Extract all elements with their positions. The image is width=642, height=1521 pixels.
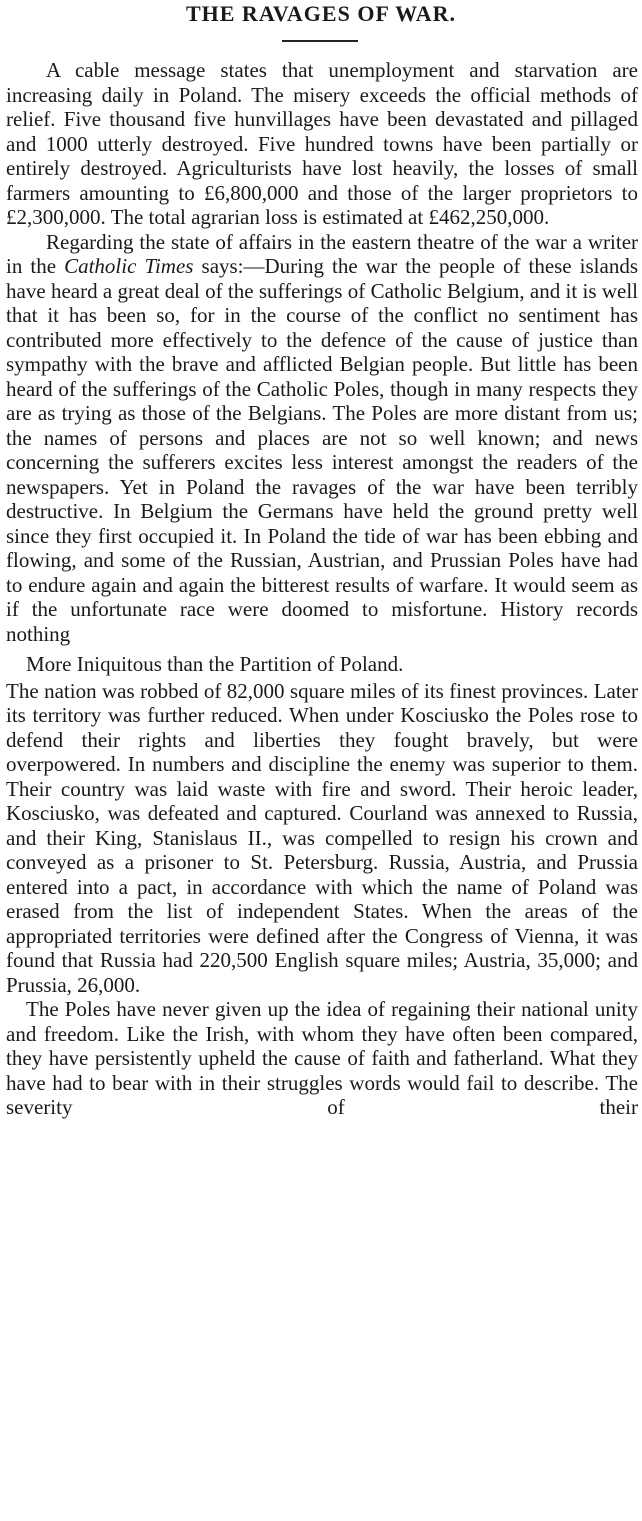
paragraph-1: A cable message states that unemployment and starvation are increasing daily in Poland. The misery exceeds the official methods of relief. Five thousand five hunvillages have been devastated and pillaged and 1000 utterly destroyed. Five hundred towns have been partially or entirely destroyed. Agriculturists have lost heavily, the losses of small farmers amounting to £6,800,000 and those of the larger proprietors to £2,300,000. The total agrarian loss is estimated at £462,250,000. bbox=[6, 58, 638, 229]
paragraph-2-body: says:—During the war the people of these islands have heard a great deal of the sufferings of Catholic Belgium, and it is well that it has been so, for in the course of the conflict no sentiment has contributed more effectively to the defence of the cause of justice than sympathy with the brave and afflicted Belgian people. But little has been heard of the sufferings of the Catholic Poles, though in many respects they are as trying as those of the Belgians. The Poles are more distant from us; the names of persons and places are not so well known; and news concerning the sufferers excites less interest amongst the readers of the newspapers. Yet in Poland the ravages of the war have been terribly destructive. In Belgium the Germans have held the ground pretty well since they first occupied it. In Poland the tide of war has been ebbing and flowing, and some of the Russian, Austrian, and Prussian Poles have had to endure again and again the bitterest results of warfare. It would seem as if the unfortunate race were doomed to misfortune. History records nothing bbox=[6, 254, 638, 646]
title-rule bbox=[282, 40, 358, 42]
paragraph-2-lead-cont: of the war a writer in the bbox=[6, 229, 639, 278]
subheading: More Iniquitous than the Partition of Poland. bbox=[26, 652, 404, 676]
article-title: THE RAVAGES OF WAR. bbox=[185, 1, 457, 26]
paragraph-2-lead: Regarding the state of affairs in the eastern theatre bbox=[46, 229, 475, 254]
paragraph-2 bbox=[6, 230, 638, 647]
paragraph-4: The Poles have never given up the idea of regaining their national unity and freedom. Like the Irish, with whom they have often been compared, they have persistently upheld the cause of faith and fatherland. What they have had to bear with in their struggles words would fail to describe. The severity of their bbox=[6, 997, 638, 1119]
paragraph-3: The nation was robbed of 82,000 square miles of its finest provinces. Later its territory was further reduced. When under Kosciusko the Poles rose to defend their rights and liberties they fought bravely, but were overpowered. In numbers and discipline the enemy was superior to them. Their country was laid waste with fire and sword. Their heroic leader, Kosciusko, was defeated and captured. Courland was annexed to Russia, and their King, Stanislaus II., was compelled to resign his crown and conveyed as a prisoner to St. Petersburg. Russia, Austria, and Prussia entered into a pact, in accordance with which the name of Poland was erased from the list of independent States. When the areas of the appropriated territories were defined after the Congress of Vienna, it was found that Russia had 220,500 English square miles; Austria, 35,000; and Prussia, 26,000. bbox=[6, 678, 638, 997]
publication-name: Catholic Times bbox=[64, 254, 194, 278]
article-body bbox=[6, 58, 638, 1120]
